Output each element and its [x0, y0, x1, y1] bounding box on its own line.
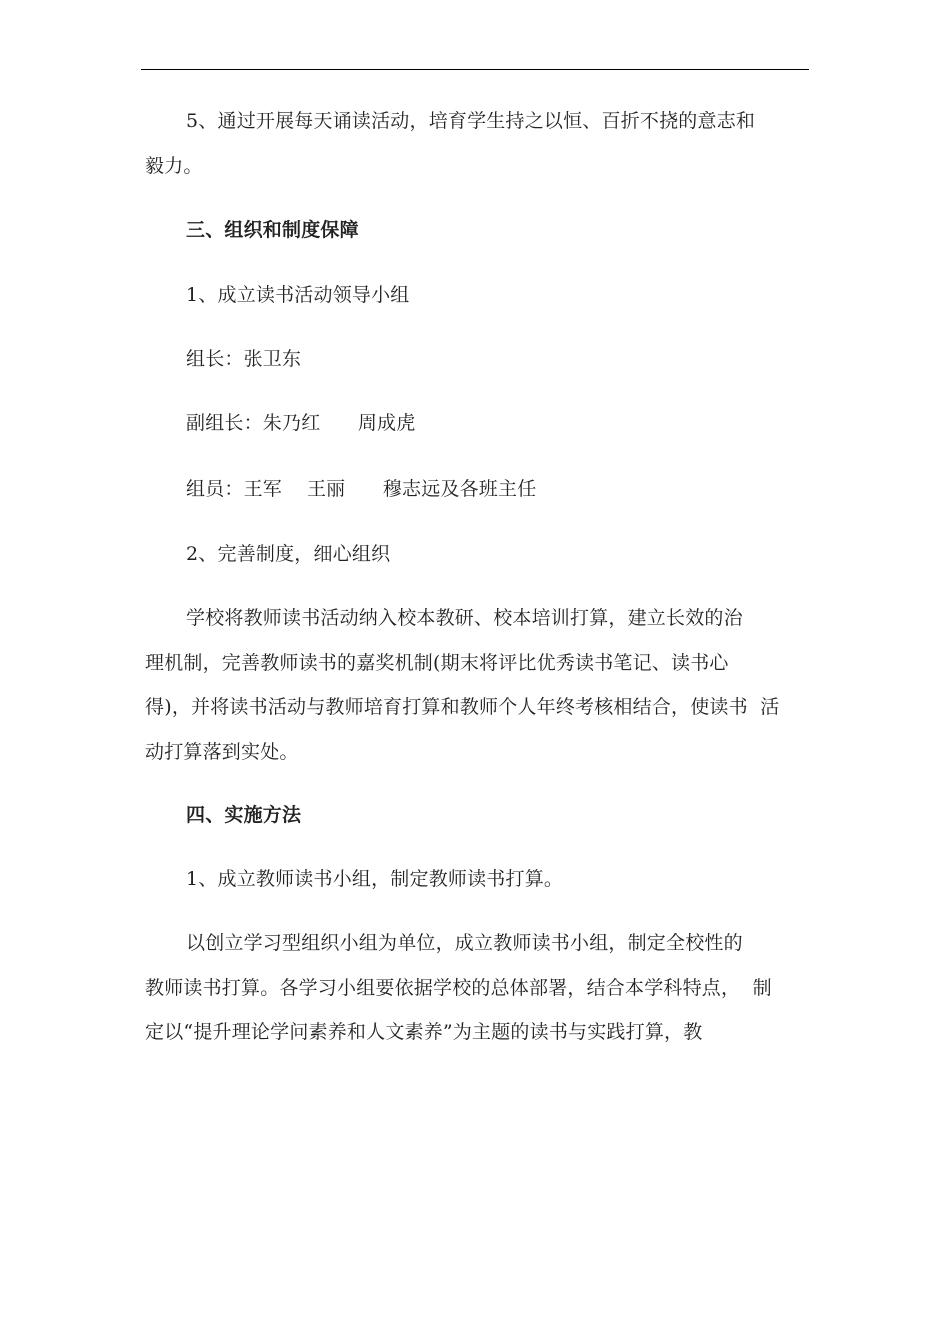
paragraph-line: 教师读书打算。各学习小组要依据学校的总体部署，结合本学科特点， 制 — [145, 977, 772, 999]
paragraph-line: 5、通过开展每天诵读活动，培育学生持之以恒、百折不挠的意志和 — [186, 110, 756, 132]
paragraph-line: 毅力。 — [145, 155, 203, 177]
subsection-heading: 1、成立教师读书小组，制定教师读书打算。 — [186, 868, 564, 890]
paragraph-line: 动打算落到实处。 — [145, 741, 299, 763]
paragraph-line: 组员：王军 王丽 穆志远及各班主任 — [186, 478, 537, 500]
header-rule — [141, 69, 809, 70]
paragraph-line: 组长：张卫东 — [186, 348, 302, 370]
paragraph-line: 理机制，完善教师读书的嘉奖机制(期末将评比优秀读书笔记、读书心 — [145, 652, 729, 674]
paragraph-line: 以创立学习型组织小组为单位，成立教师读书小组，制定全校性的 — [186, 932, 743, 954]
paragraph-line: 副组长：朱乃红 周成虎 — [186, 412, 416, 434]
section-heading: 四、实施方法 — [186, 804, 302, 826]
paragraph-line: 得)，并将读书活动与教师培育打算和教师个人年终考核相结合，使读书 活 — [145, 696, 780, 718]
paragraph-line: 学校将教师读书活动纳入校本教研、校本培训打算，建立长效的治 — [186, 607, 743, 629]
subsection-heading: 2、完善制度，细心组织 — [186, 543, 391, 565]
subsection-heading: 1、成立读书活动领导小组 — [186, 284, 410, 306]
section-heading: 三、组织和制度保障 — [186, 219, 359, 241]
paragraph-line: 定以“提升理论学问素养和人文素养”为主题的读书与实践打算，教 — [145, 1021, 703, 1043]
